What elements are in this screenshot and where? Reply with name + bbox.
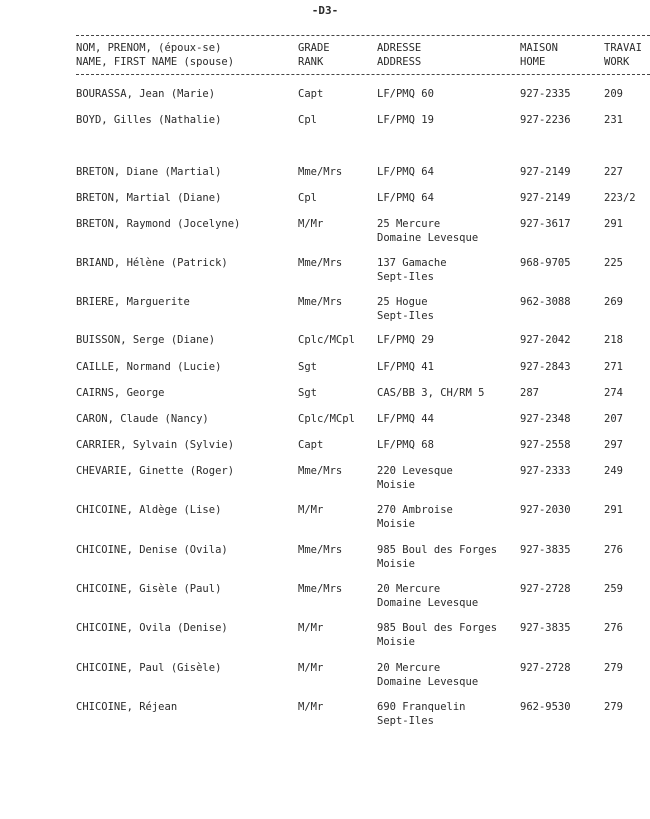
entry-home-phone: 927-2333 — [520, 465, 571, 477]
entry-work-ext: 291 — [604, 504, 623, 516]
entry-work-ext: 291 — [604, 218, 623, 230]
entry-grade: M/Mr — [298, 622, 324, 634]
header-grade — [298, 41, 330, 69]
entry-address — [377, 218, 478, 245]
entry-address-line1: 25 Mercure — [377, 218, 441, 230]
entry-address-line2: Moisie — [377, 635, 415, 648]
entry-work-ext: 279 — [604, 701, 623, 713]
entry-address — [377, 622, 497, 649]
header-grade-en: RANK — [298, 56, 324, 68]
entry-grade: Mme/Mrs — [298, 257, 343, 269]
entry-grade: Capt — [298, 439, 324, 451]
entry-address-line1: 690 Franquelin — [377, 701, 466, 713]
entry-address-line1: LF/PMQ 19 — [377, 114, 434, 126]
entry-home-phone: 968-9705 — [520, 257, 571, 269]
entry-name: CHICOINE, Denise (Ovila) — [76, 544, 228, 556]
entry-address — [377, 257, 447, 284]
entry-home-phone: 927-2558 — [520, 439, 571, 451]
entry-address-line2: Moisie — [377, 517, 415, 530]
entry-address-line2: Sept-Iles — [377, 714, 434, 727]
header-home-fr: MAISON — [520, 42, 558, 54]
entry-grade: Mme/Mrs — [298, 544, 343, 556]
header-name — [76, 41, 234, 69]
entry-address-line1: LF/PMQ 68 — [377, 439, 434, 451]
entry-name: BRETON, Martial (Diane) — [76, 192, 222, 204]
entry-work-ext: 259 — [604, 583, 623, 595]
entry-work-ext: 279 — [604, 662, 623, 674]
header-work-fr: TRAVAI — [604, 42, 642, 54]
entry-address — [377, 544, 497, 571]
page-number: -D3- — [311, 4, 339, 17]
entry-grade: Sgt — [298, 387, 317, 399]
entry-home-phone: 927-2042 — [520, 334, 571, 346]
entry-work-ext: 231 — [604, 114, 623, 126]
entry-home-phone: 927-2728 — [520, 583, 571, 595]
entry-address-line1: 220 Levesque — [377, 465, 453, 477]
entry-address-line1: 25 Hogue — [377, 296, 428, 308]
header-address-en: ADDRESS — [377, 56, 422, 68]
entry-address — [377, 88, 434, 102]
entry-name: BUISSON, Serge (Diane) — [76, 334, 216, 346]
entry-address-line1: LF/PMQ 29 — [377, 334, 434, 346]
entry-home-phone: 927-2149 — [520, 166, 571, 178]
entry-work-ext: 274 — [604, 387, 623, 399]
header-work — [604, 41, 642, 69]
header-bottom-rule — [76, 74, 650, 75]
entry-name: BRETON, Raymond (Jocelyne) — [76, 218, 241, 230]
entry-address-line1: LF/PMQ 41 — [377, 361, 434, 373]
entry-work-ext: 207 — [604, 413, 623, 425]
entry-name: CHICOINE, Paul (Gisèle) — [76, 662, 222, 674]
header-home — [520, 41, 558, 69]
entry-address-line2: Sept-Iles — [377, 309, 434, 322]
entry-name: CAIRNS, George — [76, 387, 165, 399]
entry-address — [377, 465, 453, 492]
entry-name: BRIERE, Marguerite — [76, 296, 190, 308]
entry-address-line1: 985 Boul des Forges — [377, 544, 498, 556]
entry-home-phone: 927-3835 — [520, 544, 571, 556]
entry-grade: Mme/Mrs — [298, 583, 343, 595]
header-name-fr: NOM, PRENOM, (époux-se) — [76, 42, 222, 54]
entry-grade: Cpl — [298, 114, 317, 126]
entry-name: BRETON, Diane (Martial) — [76, 166, 222, 178]
entry-home-phone: 927-2348 — [520, 413, 571, 425]
entry-grade: M/Mr — [298, 701, 324, 713]
entry-work-ext: 249 — [604, 465, 623, 477]
entry-work-ext: 225 — [604, 257, 623, 269]
entry-name: CHICOINE, Gisèle (Paul) — [76, 583, 222, 595]
entry-work-ext: 209 — [604, 88, 623, 100]
entry-address-line1: LF/PMQ 44 — [377, 413, 434, 425]
entry-address-line1: 985 Boul des Forges — [377, 622, 498, 634]
entry-address — [377, 439, 434, 453]
entry-work-ext: 223/2 — [604, 192, 636, 204]
entry-address-line2: Domaine Levesque — [377, 596, 479, 609]
entry-name: CHICOINE, Réjean — [76, 701, 178, 713]
entry-name: CARON, Claude (Nancy) — [76, 413, 209, 425]
entry-work-ext: 269 — [604, 296, 623, 308]
entry-grade: M/Mr — [298, 504, 324, 516]
entry-address — [377, 114, 434, 128]
entry-address — [377, 334, 434, 348]
entry-home-phone: 927-2149 — [520, 192, 571, 204]
entry-grade: Cplc/MCpl — [298, 334, 355, 346]
entry-grade: Sgt — [298, 361, 317, 373]
entry-home-phone: 927-3835 — [520, 622, 571, 634]
entry-grade: M/Mr — [298, 662, 324, 674]
entry-address — [377, 504, 453, 531]
entry-address — [377, 361, 434, 375]
entry-work-ext: 297 — [604, 439, 623, 451]
entry-address — [377, 166, 434, 180]
entry-address-line1: LF/PMQ 60 — [377, 88, 434, 100]
entry-address-line2: Domaine Levesque — [377, 675, 479, 688]
entry-address-line1: 137 Gamache — [377, 257, 447, 269]
entry-address — [377, 296, 434, 323]
entry-address — [377, 662, 478, 689]
entry-grade: Cplc/MCpl — [298, 413, 355, 425]
entry-work-ext: 276 — [604, 622, 623, 634]
header-home-en: HOME — [520, 56, 546, 68]
entry-home-phone: 927-2030 — [520, 504, 571, 516]
entry-address-line1: CAS/BB 3, CH/RM 5 — [377, 387, 485, 399]
entry-name: CARRIER, Sylvain (Sylvie) — [76, 439, 235, 451]
entry-name: CHICOINE, Ovila (Denise) — [76, 622, 228, 634]
entry-home-phone: 927-2335 — [520, 88, 571, 100]
entry-address-line1: 20 Mercure — [377, 583, 441, 595]
entry-work-ext: 271 — [604, 361, 623, 373]
entry-address-line2: Moisie — [377, 478, 415, 491]
entry-work-ext: 218 — [604, 334, 623, 346]
entry-address — [377, 701, 466, 728]
header-address — [377, 41, 421, 69]
header-work-en: WORK — [604, 56, 630, 68]
entry-name: BOURASSA, Jean (Marie) — [76, 88, 216, 100]
entry-address-line2: Moisie — [377, 557, 415, 570]
entry-address-line1: 270 Ambroise — [377, 504, 453, 516]
entry-home-phone: 287 — [520, 387, 539, 399]
entry-grade: Mme/Mrs — [298, 296, 343, 308]
entry-name: CAILLE, Normand (Lucie) — [76, 361, 222, 373]
entry-address-line2: Sept-Iles — [377, 270, 434, 283]
entry-work-ext: 276 — [604, 544, 623, 556]
entry-name: CHICOINE, Aldège (Lise) — [76, 504, 222, 516]
entry-grade: Mme/Mrs — [298, 166, 343, 178]
header-top-rule — [76, 35, 650, 36]
entry-home-phone: 927-3617 — [520, 218, 571, 230]
entry-address — [377, 583, 478, 610]
entry-address-line1: LF/PMQ 64 — [377, 166, 434, 178]
header-grade-fr: GRADE — [298, 42, 330, 54]
entry-grade: M/Mr — [298, 218, 324, 230]
entry-grade: Cpl — [298, 192, 317, 204]
entry-name: BRIAND, Hélène (Patrick) — [76, 257, 228, 269]
entry-home-phone: 962-3088 — [520, 296, 571, 308]
entry-name: CHEVARIE, Ginette (Roger) — [76, 465, 235, 477]
entry-home-phone: 927-2236 — [520, 114, 571, 126]
header-address-fr: ADRESSE — [377, 42, 422, 54]
entry-home-phone: 962-9530 — [520, 701, 571, 713]
entry-address-line2: Domaine Levesque — [377, 231, 479, 244]
entry-grade: Mme/Mrs — [298, 465, 343, 477]
entry-address — [377, 413, 434, 427]
entry-address-line1: LF/PMQ 64 — [377, 192, 434, 204]
entry-home-phone: 927-2728 — [520, 662, 571, 674]
entry-work-ext: 227 — [604, 166, 623, 178]
header-name-en: NAME, FIRST NAME (spouse) — [76, 56, 235, 68]
entry-name: BOYD, Gilles (Nathalie) — [76, 114, 222, 126]
entry-home-phone: 927-2843 — [520, 361, 571, 373]
entry-address-line1: 20 Mercure — [377, 662, 441, 674]
entry-address — [377, 387, 484, 401]
entry-grade: Capt — [298, 88, 324, 100]
entry-address — [377, 192, 434, 206]
